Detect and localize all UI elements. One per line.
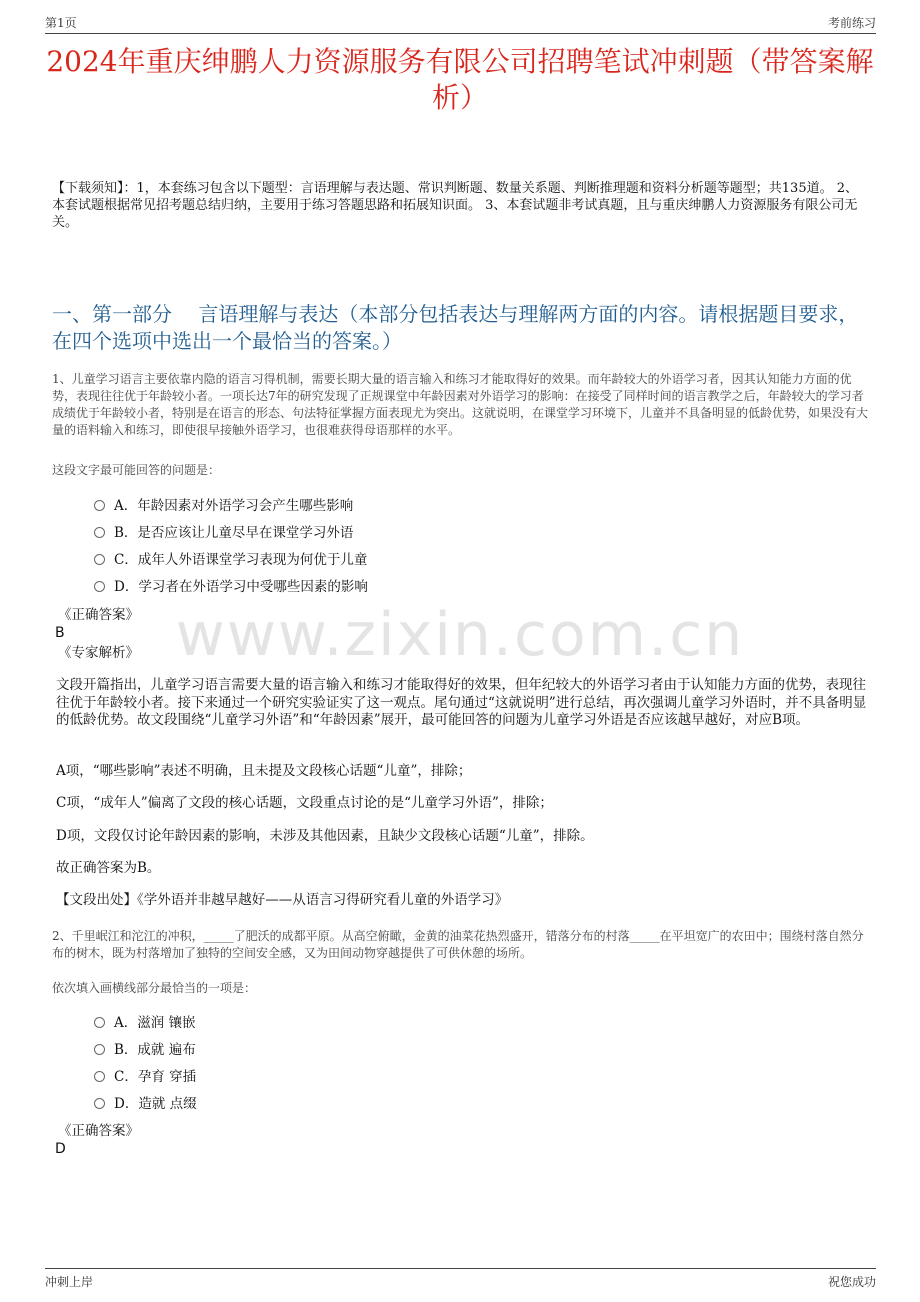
option-label: A．年龄因素对外语学习会产生哪些影响 <box>114 498 354 514</box>
radio-icon[interactable] <box>94 500 105 511</box>
document-title: 2024年重庆绅鹏人力资源服务有限公司招聘笔试冲刺题（带答案解析） <box>46 45 874 114</box>
radio-icon[interactable] <box>94 1071 105 1082</box>
option-label: C．孕育 穿插 <box>114 1069 197 1085</box>
q1-source: 【文段出处】《学外语并非越早越好——从语言习得研究看儿童的外语学习》 <box>56 892 509 908</box>
q1-option-a[interactable] <box>94 497 353 515</box>
radio-icon[interactable] <box>94 527 105 538</box>
q2-option-d[interactable] <box>94 1095 197 1113</box>
radio-icon[interactable] <box>94 1044 105 1055</box>
radio-icon[interactable] <box>94 581 105 592</box>
section-heading: 一、第一部分 言语理解与表达（本部分包括表达与理解两方面的内容。请根据题目要求，在四个选项中选出一个最恰当的答案。） <box>52 302 859 353</box>
question-1-stem: 1、儿童学习语言主要依靠内隐的语言习得机制，需要长期大量的语言输入和练习才能取得好的效果。而年龄较大的外语学习者，因其认知能力方面的优势，表现往往优于年龄较小者。一项长达7年的研究发现了正规课堂中年龄因素对外语学习的影响：在接受了同样时间的语言教学之后，年龄较大的学习者成绩优于年龄较小者，特别是在语言的形态、句法特征掌握方面表现尤为突出。这就说明，在课堂学习环境下，儿童并不具备明显的低龄优势，如果没有大量的语料输入和练习，即使很早接触外语学习，也很难获得母语那样的水平。 <box>52 372 869 437</box>
q1-answer: B <box>55 625 65 641</box>
q1-analysis-main: 文段开篇指出，儿童学习语言需要大量的语言输入和练习才能取得好的效果，但年纪较大的外语学习者由于认知能力方面的优势，表现往往优于年龄较小者。接下来通过一个研究实验证实了这一观点。尾句通过“这就说明”进行总结，再次强调儿童学习外语时，并不具备明显的低龄优势。故文段围绕“儿童学习外语”和“年龄因素”展开，最可能回答的问题为儿童学习外语是否应该越早越好，对应B项。 <box>56 677 867 728</box>
q2-option-c[interactable] <box>94 1068 196 1086</box>
option-label: D．造就 点缀 <box>114 1096 197 1112</box>
option-label: B．成就 遍布 <box>114 1042 196 1058</box>
footer-right: 祝您成功 <box>827 1275 876 1289</box>
q1-analysis-d: D项，文段仅讨论年龄因素的影响，未涉及其他因素，且缺少文段核心话题“儿童”，排除。 <box>56 828 594 844</box>
q1-analysis-conclusion: 故正确答案为B。 <box>56 860 161 876</box>
page-number: 第1页 <box>45 16 77 30</box>
option-label: C．成年人外语课堂学习表现为何优于儿童 <box>114 552 368 568</box>
radio-icon[interactable] <box>94 1098 105 1109</box>
footer-rule <box>45 1268 876 1269</box>
question-2-stem: 2、千里岷江和沱江的冲积，_____了肥沃的成都平原。从高空俯瞰，金黄的油菜花热烈盛开，错落分布的村落_____在平坦宽广的农田中；围绕村落自然分布的树木，既为村落增加了独特的空间安全感，又为田间动物穿越提供了可供休憩的场所。 <box>52 929 864 960</box>
question-1-prompt: 这段文字最可能回答的问题是： <box>52 463 221 477</box>
q1-option-c[interactable] <box>94 551 367 569</box>
q1-option-b[interactable] <box>94 524 353 542</box>
download-notice: 【下载须知】：1，本套练习包含以下题型：言语理解与表达题、常识判断题、数量关系题、判断推理题和资料分析题等题型；共135道。 2、本套试题根据常见招考题总结归纳，主要用于练习答题思路和拓展知识面。 3、本套试题非考试真题，且与重庆绅鹏人力资源服务有限公司无关。 <box>52 181 858 230</box>
header-rule <box>45 33 876 34</box>
q2-answer: D <box>55 1141 66 1157</box>
q1-analysis-label: 《专家解析》 <box>58 645 139 661</box>
radio-icon[interactable] <box>94 554 105 565</box>
option-label: B．是否应该让儿童尽早在课堂学习外语 <box>114 525 354 541</box>
q2-answer-label: 《正确答案》 <box>58 1123 139 1139</box>
radio-icon[interactable] <box>94 1017 105 1028</box>
question-2-prompt: 依次填入画横线部分最恰当的一项是： <box>52 981 257 995</box>
q1-analysis-c: C项，“成年人”偏离了文段的核心话题，文段重点讨论的是“儿童学习外语”，排除； <box>56 795 553 811</box>
q1-answer-label: 《正确答案》 <box>58 607 139 623</box>
q1-analysis-a: A项，“哪些影响”表述不明确，且未提及文段核心话题“儿童”，排除； <box>56 763 472 779</box>
header-tag: 考前练习 <box>827 16 876 30</box>
q1-option-d[interactable] <box>94 578 368 596</box>
q2-option-a[interactable] <box>94 1014 196 1032</box>
q2-option-b[interactable] <box>94 1041 196 1059</box>
watermark: www.zixin.com.cn <box>175 600 745 670</box>
option-label: D．学习者在外语学习中受哪些因素的影响 <box>114 579 368 595</box>
footer-left: 冲刺上岸 <box>45 1275 94 1289</box>
option-label: A．滋润 镶嵌 <box>114 1015 196 1031</box>
